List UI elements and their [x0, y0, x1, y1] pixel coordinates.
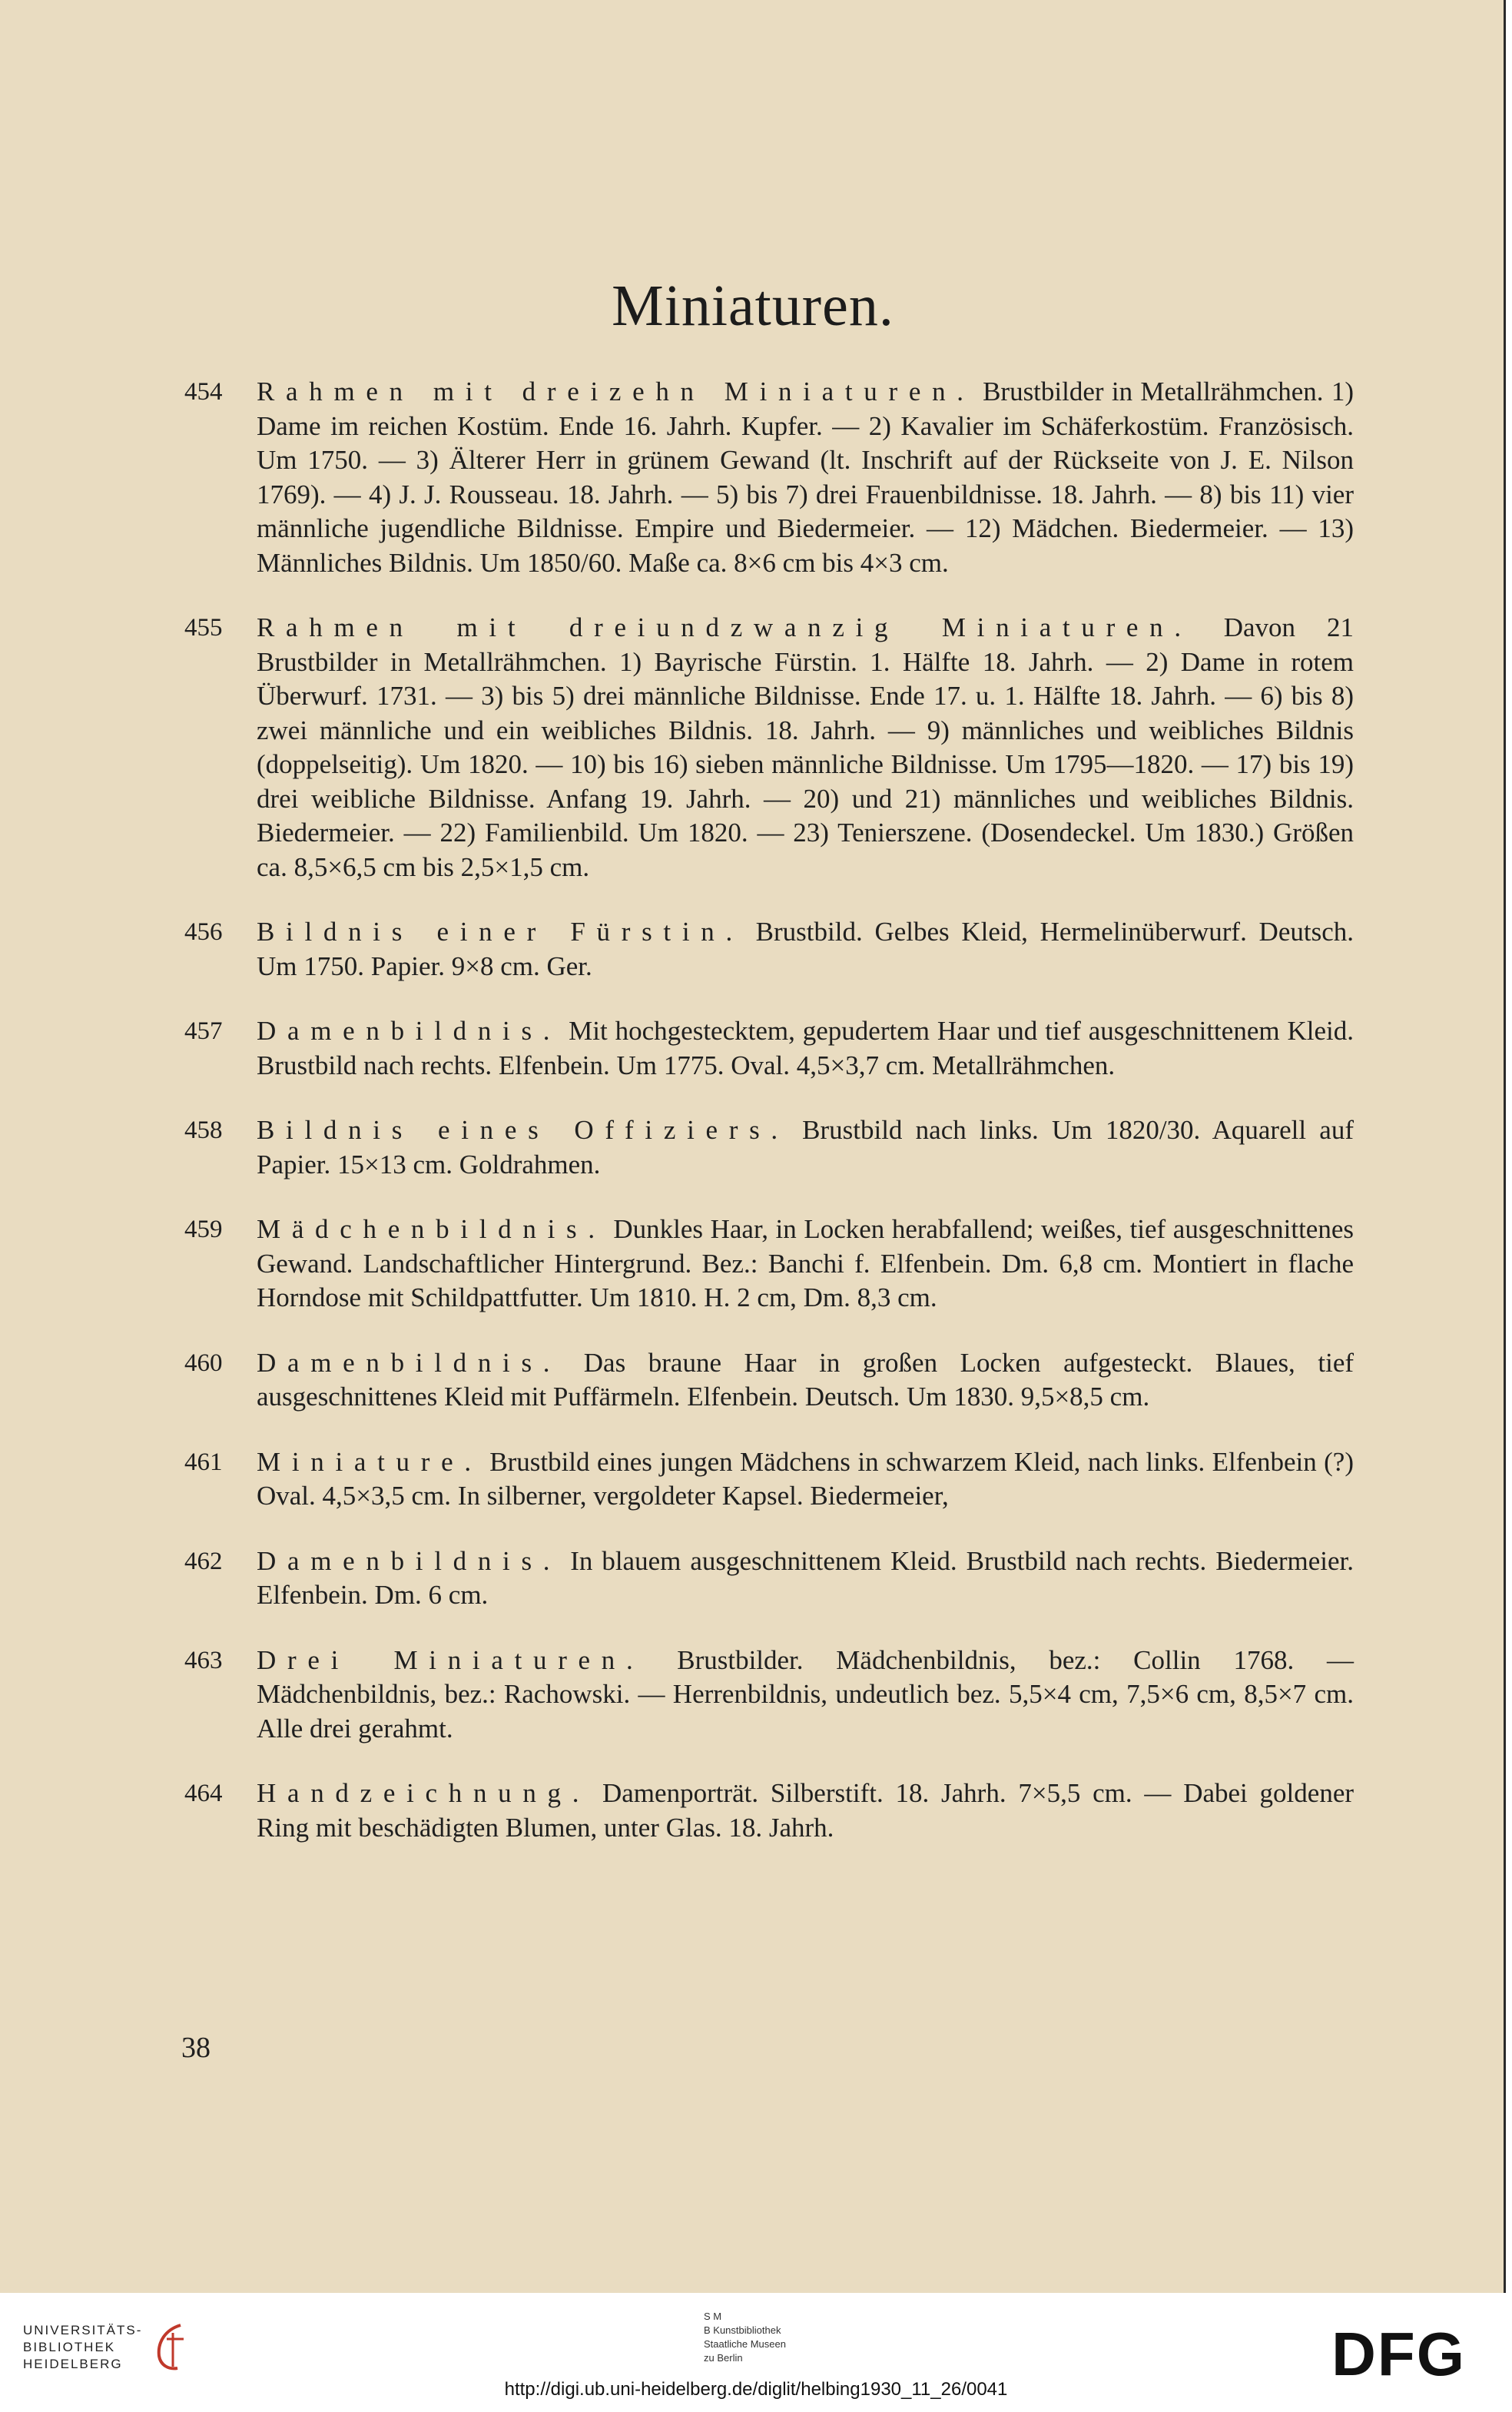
digitization-footer [0, 2293, 1512, 2412]
entry-heading: Rahmen mit dreizehn Miniaturen. [257, 377, 975, 406]
entry-body: Brustbilder. Mädchenbildnis, bez.: Collin 1768. — Mädchenbildnis, bez.: Rachowski. — Herrenbildnis, undeutlich bez. 5,5×4 cm, 7,5×6 cm, 8,5×7 cm. Alle drei gerahmt. [257, 1644, 1354, 1743]
library-emblem-icon [150, 2322, 196, 2373]
entry-heading: Miniature. [257, 1446, 482, 1477]
credit-line: zu Berlin [704, 2352, 743, 2364]
catalog-entry [0, 611, 1506, 884]
entry-body: In blauem ausgeschnittenem Kleid. Brustbild nach rechts. Biedermeier. Elfenbein. Dm. 6 cm. [257, 1545, 1354, 1610]
entry-body: Brustbild nach links. Um 1820/30. Aquarell auf Papier. 15×13 cm. Goldrahmen. [257, 1115, 1354, 1179]
library-name-line: UNIVERSITÄTS- [23, 2323, 143, 2337]
entry-heading: Bildnis eines Offiziers. [257, 1115, 789, 1145]
lot-number: 456 [184, 918, 223, 946]
entry-description [257, 1014, 1354, 1083]
entry-heading: Damenbildnis. [257, 1347, 562, 1378]
library-logo[interactable] [23, 2322, 196, 2373]
entry-description [257, 1113, 1354, 1182]
credit-line: B Kunstbibliothek [704, 2324, 781, 2336]
permalink-url[interactable]: http://digi.ub.uni-heidelberg.de/diglit/helbing1930_11_26/0041 [504, 2379, 1008, 2400]
entry-description [257, 375, 1354, 580]
dfg-logo[interactable]: DFG [1331, 2320, 1466, 2388]
credit-line: S M [704, 2311, 722, 2322]
entry-description [257, 915, 1354, 984]
entry-description [257, 611, 1354, 884]
lot-number: 455 [184, 614, 223, 642]
lot-number: 463 [184, 1646, 223, 1674]
lot-number: 458 [184, 1116, 223, 1144]
entry-heading: Damenbildnis. [257, 1016, 562, 1046]
catalog-entry [0, 1213, 1506, 1315]
library-name-line: HEIDELBERG [23, 2357, 123, 2371]
entry-body: Brustbild. Gelbes Kleid, Hermelinüberwurf. Deutsch. Um 1750. Papier. 9×8 cm. Ger. [257, 917, 1354, 981]
section-title: Miniaturen. [612, 274, 894, 338]
entry-description [257, 1445, 1354, 1514]
entry-description [257, 1644, 1354, 1747]
library-name [23, 2322, 142, 2373]
entry-body: Brustbild eines jungen Mädchens in schwarzem Kleid, nach links. Elfenbein (?) Oval. 4,5×3,5 cm. In silberner, vergoldeter Kapsel. Biedermeier, [257, 1446, 1354, 1511]
credit-line: Staatliche Museen [704, 2338, 786, 2350]
entry-heading: Rahmen mit dreiundzwanzig Miniaturen. [257, 612, 1192, 642]
catalog-entry [0, 1346, 1506, 1415]
entry-body: Davon 21 Brustbilder in Metallrähmchen. 1) Bayrische Fürstin. 1. Hälfte 18. Jahrh. — 2) Dame in rotem Überwurf. 1731. — 3) bis 5) drei männliche Bildnisse. Ende 17. u. 1. Hälfte 18. Jahrh. — 6) bis 8) zwei männliche und ein weibliches Bildnis. 18. Jahrh. — 9) männliches und weibliches Bildnis (doppelseitig). Um 1820. — 10) bis 16) sieben männliche Bildnisse. Um 1795—1820. — 17) bis 19) drei weibliche Bildnisse. Anfang 19. Jahrh. — 20) und 21) männliches und weibliches Bildnis. Biedermeier. — 22) Familienbild. Um 1820. — 23) Tenierszene. (Dosendeckel. Um 1830.) Größen ca. 8,5×6,5 cm bis 2,5×1,5 cm. [257, 612, 1354, 882]
entry-body: Das braune Haar in großen Locken aufgesteckt. Blaues, tief ausgeschnittenes Kleid mit Puffärmeln. Elfenbein. Deutsch. Um 1830. 9,5×8,5 cm. [257, 1347, 1354, 1412]
entry-description [257, 1777, 1354, 1845]
entry-heading: Drei Miniaturen. [257, 1644, 645, 1675]
kunstbibliothek-credit [704, 2310, 786, 2365]
entry-body: Brustbilder in Metallrähmchen. 1) Dame im reichen Kostüm. Ende 16. Jahrh. Kupfer. — 2) Kavalier im Schäferkostüm. Französisch. Um 1750. — 3) Älterer Herr in grünem Gewand (lt. Inschrift auf der Rückseite von J. E. Nilson 1769). — 4) J. J. Rousseau. 18. Jahrh. — 5) bis 7) drei Frauenbildnisse. 18. Jahrh. — 8) bis 11) vier männliche jugendliche Bildnisse. Empire und Biedermeier. — 12) Mädchen. Biedermeier. — 13) Männliches Bildnis. Um 1850/60. Maße ca. 8×6 cm bis 4×3 cm. [257, 377, 1354, 578]
catalog-entry [0, 1777, 1506, 1845]
catalog-entry [0, 1445, 1506, 1514]
entry-heading: Mädchenbildnis. [257, 1214, 606, 1244]
catalog-entry [0, 1113, 1506, 1182]
entry-body: Dunkles Haar, in Locken herabfallend; weißes, tief ausgeschnittenes Gewand. Landschaftlicher Hintergrund. Bez.: Banchi f. Elfenbein. Dm. 6,8 cm. Montiert in flache Horndose mit Schildpattfutter. Um 1810. H. 2 cm, Dm. 8,3 cm. [257, 1214, 1354, 1312]
entry-body: Mit hochgestecktem, gepudertem Haar und tief ausgeschnittenem Kleid. Brustbild nach rechts. Elfenbein. Um 1775. Oval. 4,5×3,7 cm. Metallrähmchen. [257, 1016, 1354, 1080]
lot-number: 461 [184, 1448, 223, 1476]
lot-number: 454 [184, 378, 223, 406]
entry-description [257, 1544, 1354, 1613]
entry-heading: Handzeichnung. [257, 1778, 591, 1808]
lot-number: 457 [184, 1017, 223, 1045]
entry-body: Damenporträt. Silberstift. 18. Jahrh. 7×5,5 cm. — Dabei goldener Ring mit beschädigten Blumen, unter Glas. 18. Jahrh. [257, 1778, 1354, 1843]
lot-number: 460 [184, 1349, 223, 1377]
catalog-entry [0, 915, 1506, 984]
lot-number: 459 [184, 1216, 223, 1243]
catalog-entry [0, 1014, 1506, 1083]
entry-description [257, 1346, 1354, 1415]
lot-number: 464 [184, 1780, 223, 1807]
entry-description [257, 1213, 1354, 1315]
entry-heading: Bildnis einer Fürstin. [257, 917, 744, 947]
catalog-entry [0, 1644, 1506, 1747]
catalog-entry [0, 375, 1506, 580]
catalog-entries [0, 375, 1506, 1876]
lot-number: 462 [184, 1547, 223, 1575]
entry-heading: Damenbildnis. [257, 1545, 562, 1576]
library-name-line: BIBLIOTHEK [23, 2340, 116, 2354]
catalog-entry [0, 1544, 1506, 1613]
page-number: 38 [181, 2032, 211, 2064]
